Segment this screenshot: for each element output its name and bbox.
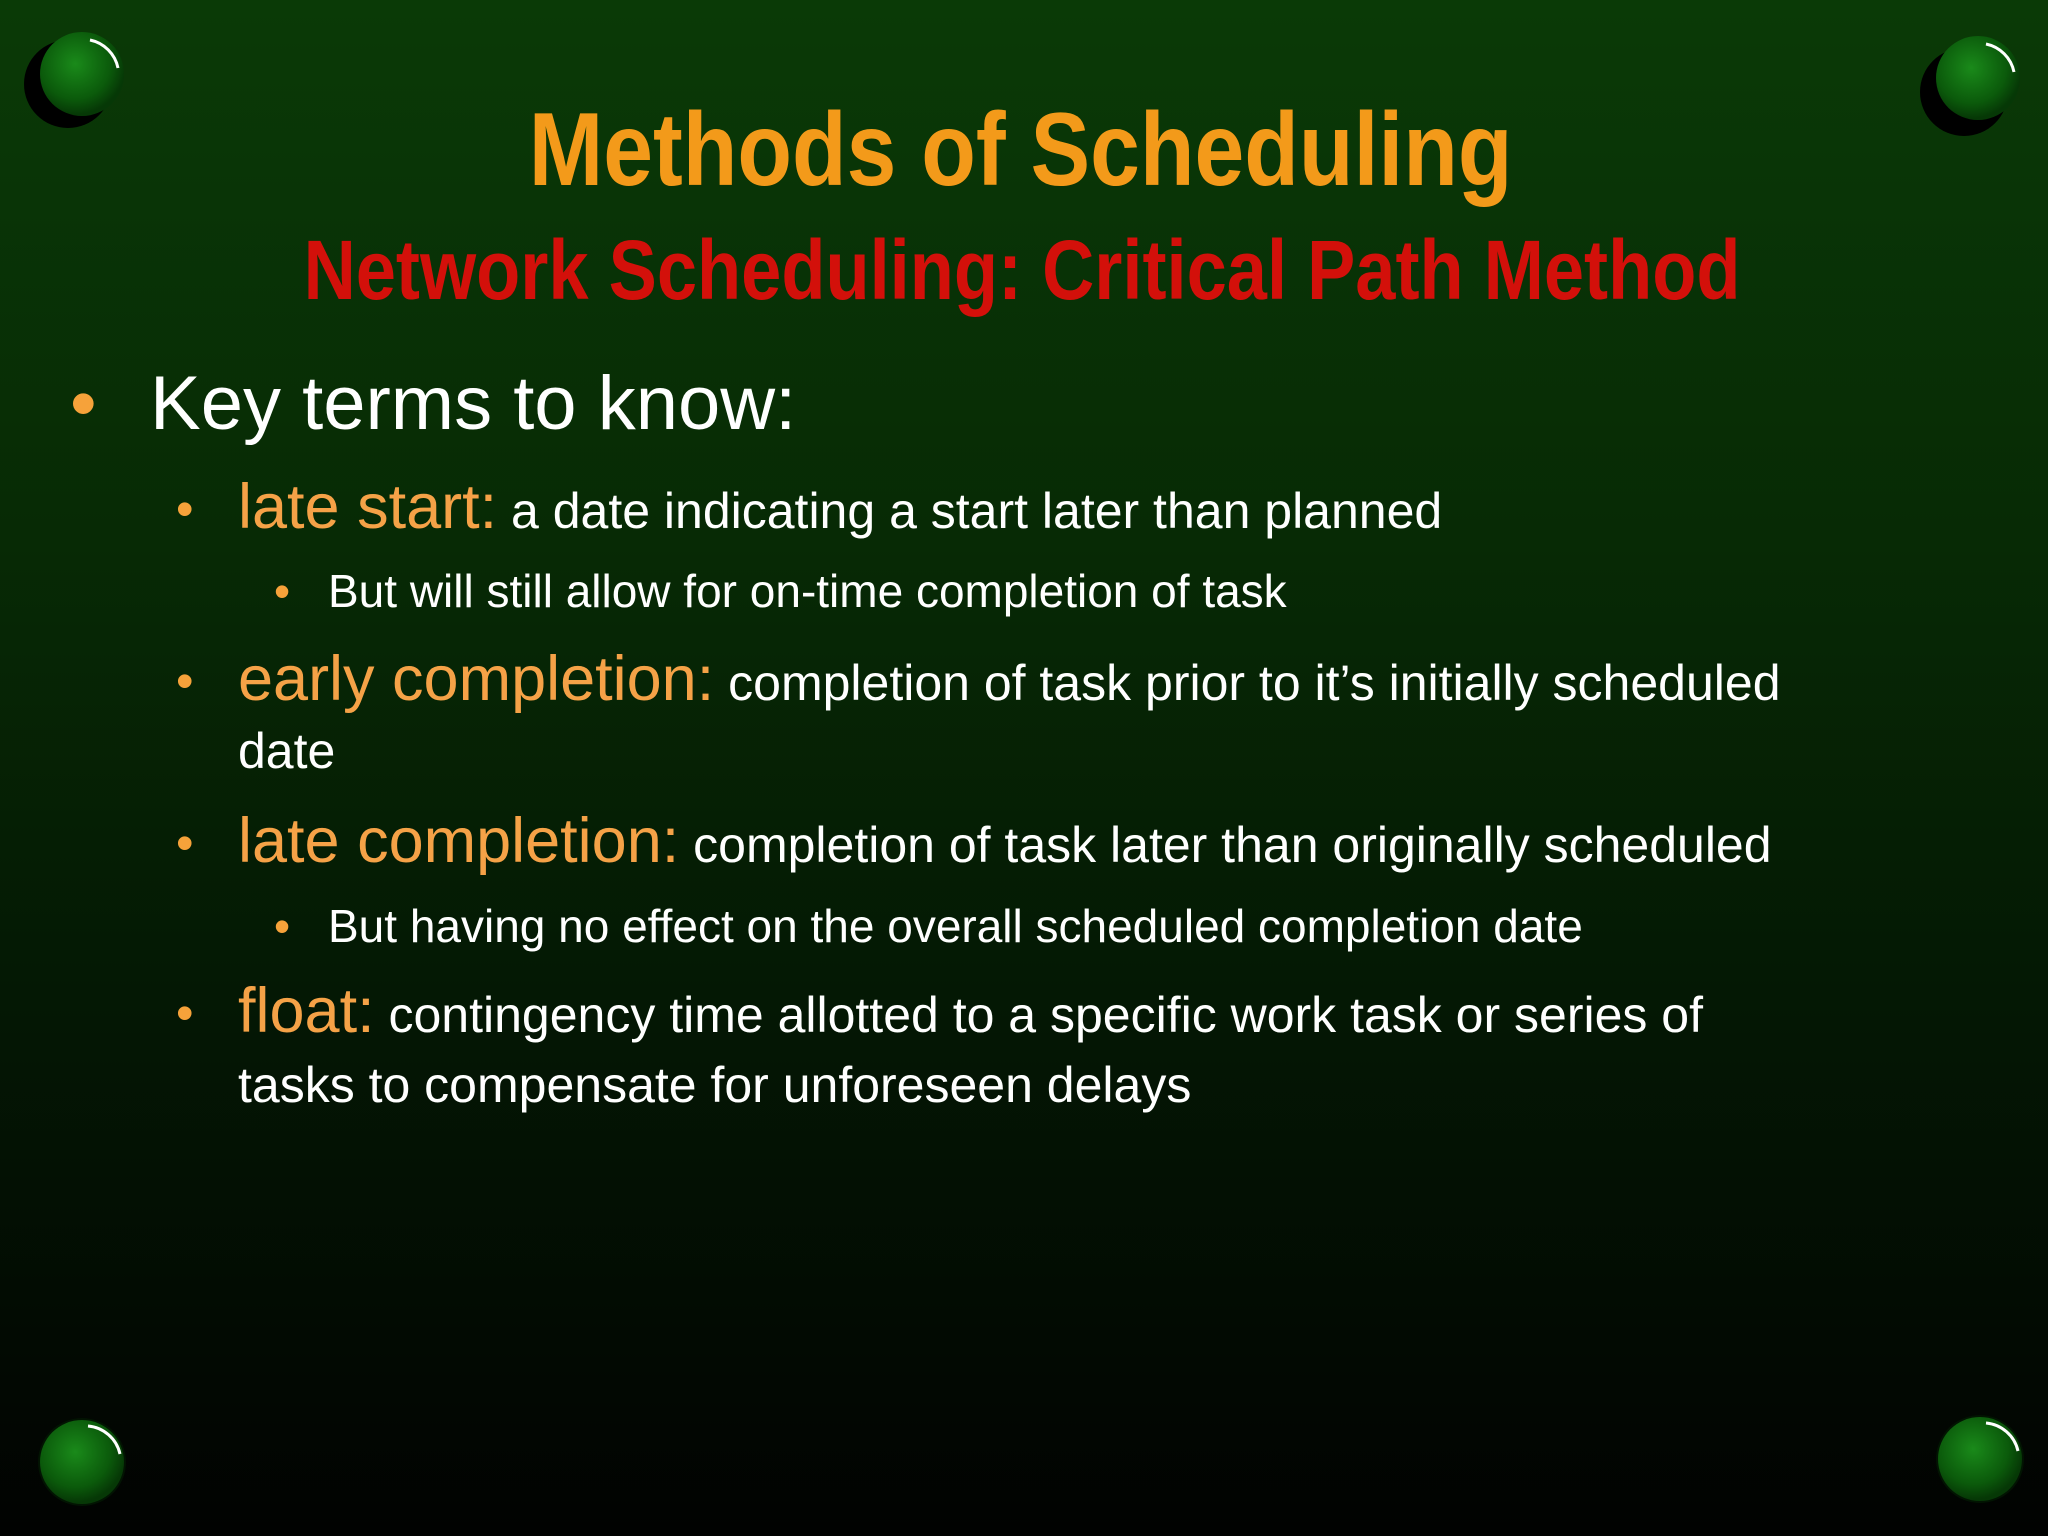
term-label: early completion: [238,644,715,714]
term-label: float: [238,976,375,1046]
green-orb-icon [1914,30,2026,142]
term-item [238,472,1442,546]
bullet-icon: • [176,653,194,709]
term-definition-continued: date [238,723,336,779]
term-definition: contingency time allotted to a specific work task or series of [388,987,1703,1043]
term-item [238,806,1772,880]
term-item [238,644,1781,718]
slide-title: Methods of Scheduling [528,92,1513,208]
term-definition-continued: tasks to compensate for unforeseen delays [238,1057,1192,1113]
term-item [238,976,1703,1050]
term-label: late start: [238,472,498,542]
term-note: But having no effect on the overall scheduled completion date [328,900,1583,952]
term-label: late completion: [238,806,680,876]
bullet-icon: • [70,361,97,446]
term-definition: completion of task prior to it’s initially scheduled [728,655,1781,711]
term-note: But will still allow for on-time completion of task [328,565,1287,617]
green-orb-icon [1930,1405,2042,1517]
bullet-icon: • [176,815,194,871]
green-orb-icon [20,28,132,140]
bullet-icon: • [274,900,291,952]
bullet-icon: • [176,481,194,537]
key-terms-heading: Key terms to know: [150,361,797,446]
bullet-icon: • [176,985,194,1041]
term-definition: a date indicating a start later than planned [511,483,1443,539]
bullet-icon: • [274,565,291,617]
term-definition: completion of task later than originally scheduled [693,817,1772,873]
green-orb-icon [30,1410,142,1522]
slide-subtitle: Network Scheduling: Critical Path Method [303,223,1741,317]
